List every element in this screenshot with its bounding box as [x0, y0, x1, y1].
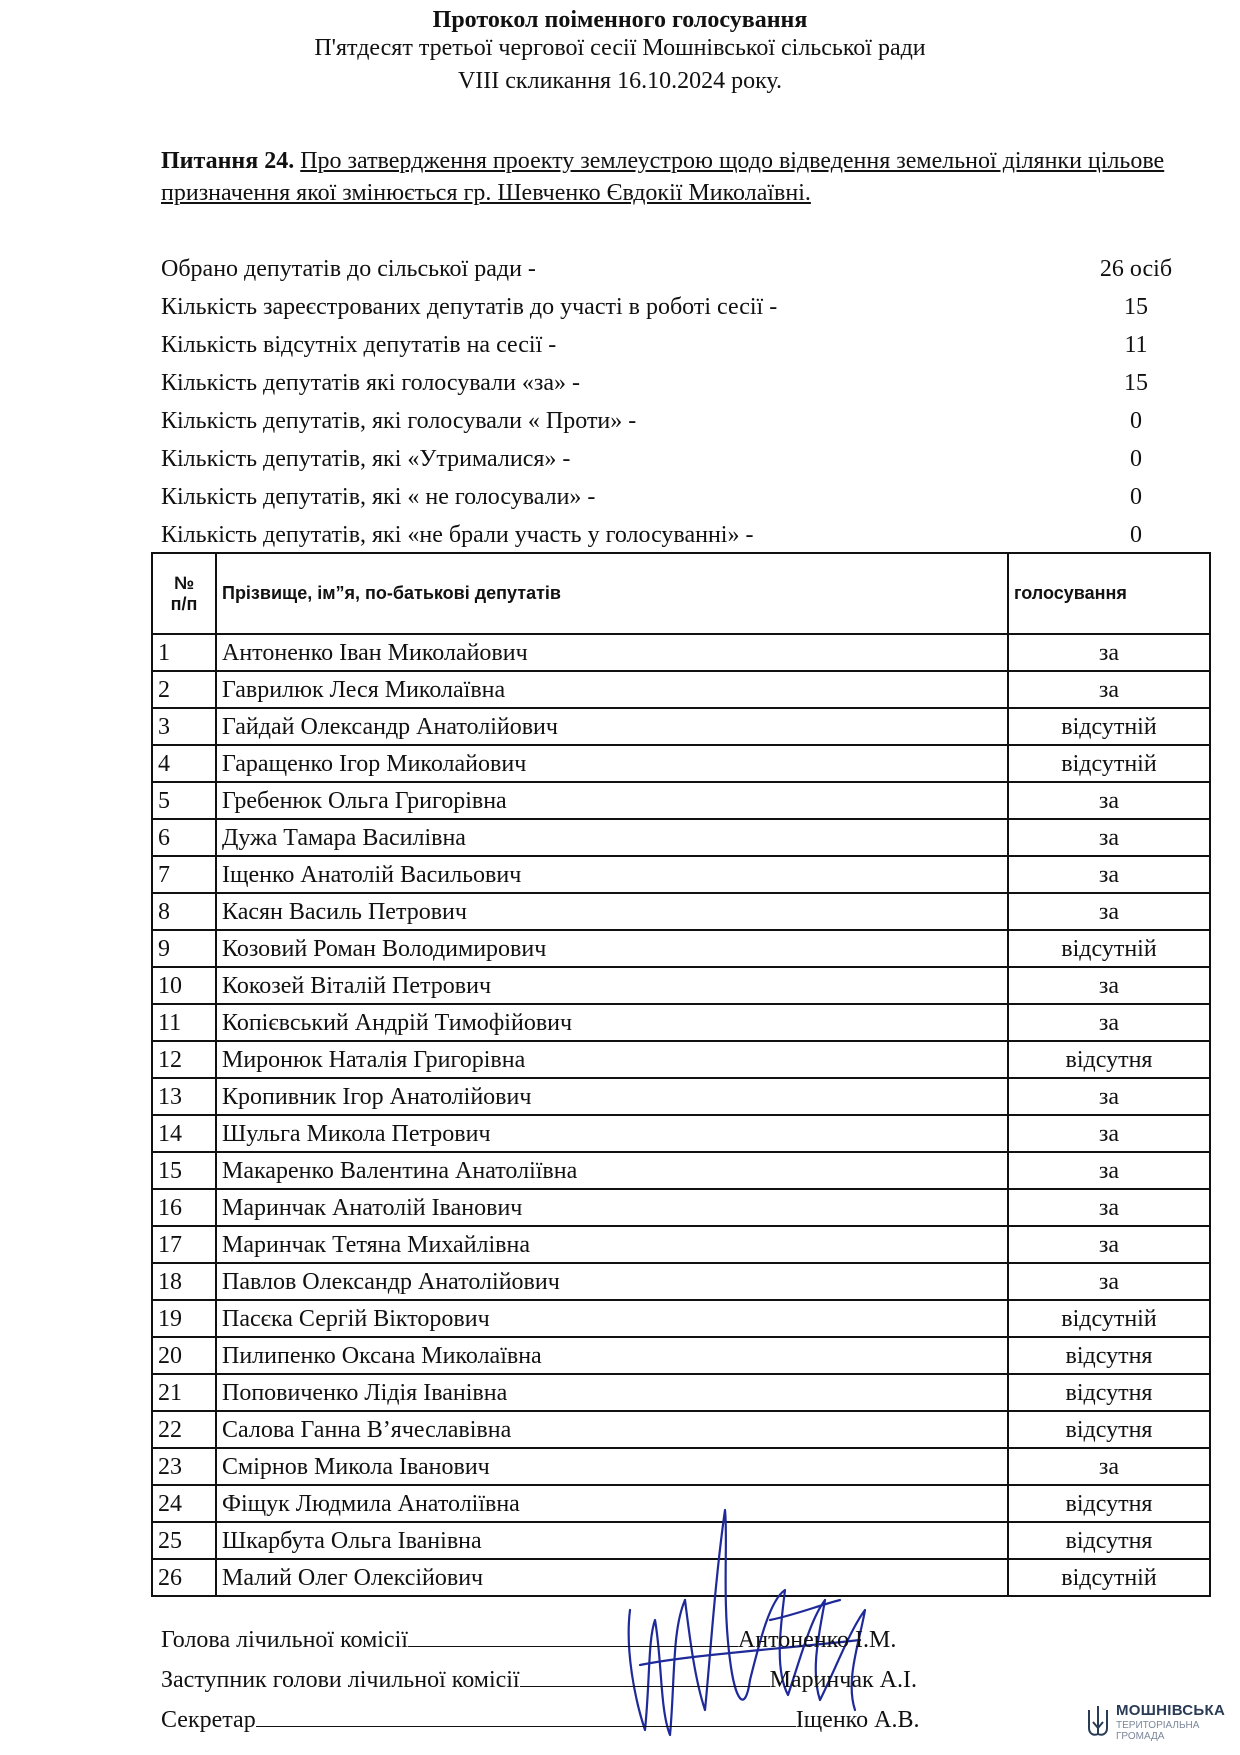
row-number: 24 — [152, 1485, 216, 1522]
stat-label: Кількість депутатів, які « не голосували» - — [161, 484, 596, 510]
document-title: Протокол поіменного голосування — [432, 8, 808, 32]
stat-label: Кількість депутатів, які «Утрималися» - — [161, 446, 571, 472]
table-row — [152, 782, 1210, 819]
table-row — [152, 967, 1210, 1004]
row-number: 20 — [152, 1337, 216, 1374]
row-number: 8 — [152, 893, 216, 930]
row-number: 2 — [152, 671, 216, 708]
signature-row — [161, 1618, 1111, 1658]
row-number: 18 — [152, 1263, 216, 1300]
deputy-name: Кокозей Віталій Петрович — [216, 967, 1008, 1004]
table-row — [152, 745, 1210, 782]
row-number: 1 — [152, 634, 216, 671]
vote-result: за — [1008, 819, 1210, 856]
stat-row — [161, 250, 1173, 288]
signature-name: Іщенко А.В. — [795, 1707, 920, 1733]
row-number: 25 — [152, 1522, 216, 1559]
deputy-name: Копієвський Андрій Тимофійович — [216, 1004, 1008, 1041]
deputy-name: Маринчак Тетяна Михайлівна — [216, 1226, 1008, 1263]
header-name: Прізвище, ім”я, по-батькові депутатів — [216, 553, 1008, 634]
stat-row — [161, 326, 1151, 364]
signature-role: Голова лічильної комісії — [161, 1627, 408, 1653]
deputy-name: Дужа Тамара Василівна — [216, 819, 1008, 856]
deputy-name: Макаренко Валентина Анатоліївна — [216, 1152, 1008, 1189]
stat-value: 0 — [1130, 484, 1142, 510]
table-row — [152, 708, 1210, 745]
deputy-name: Гайдай Олександр Анатолійович — [216, 708, 1008, 745]
deputy-name: Козовий Роман Володимирович — [216, 930, 1008, 967]
stat-label: Кількість зареєстрованих депутатів до участі в роботі сесії - — [161, 294, 778, 320]
deputy-name: Касян Василь Петрович — [216, 893, 1008, 930]
table-row — [152, 1041, 1210, 1078]
question-label: Питання 24 — [161, 148, 289, 174]
table-row — [152, 1152, 1210, 1189]
stat-row — [161, 402, 1151, 440]
stat-value: 0 — [1130, 408, 1142, 434]
question-text: Про затвердження проекту землеустрою щодо відведення земельної ділянки цільове призначення якої змінюється гр. Шевченко Євдокії Миколаївні. — [161, 148, 1165, 206]
table-row — [152, 819, 1210, 856]
signature-line — [408, 1618, 738, 1647]
table-row — [152, 1226, 1210, 1263]
vote-result: відсутній — [1008, 1559, 1210, 1596]
deputy-name: Поповиченко Лідія Іванівна — [216, 1374, 1008, 1411]
roll-call-table — [151, 552, 1211, 1597]
stat-value: 0 — [1130, 522, 1142, 548]
signature-role: Заступник голови лічильної комісії — [161, 1667, 520, 1693]
vote-result: за — [1008, 1152, 1210, 1189]
row-number: 21 — [152, 1374, 216, 1411]
header-number: № п/п — [152, 553, 216, 634]
deputy-name: Іщенко Анатолій Васильович — [216, 856, 1008, 893]
row-number: 3 — [152, 708, 216, 745]
deputy-name: Миронюк Наталія Григорівна — [216, 1041, 1008, 1078]
vote-result: за — [1008, 856, 1210, 893]
row-number: 4 — [152, 745, 216, 782]
vote-result: відсутній — [1008, 708, 1210, 745]
signature-row — [161, 1658, 1111, 1698]
vote-result: відсутній — [1008, 1300, 1210, 1337]
deputy-name: Антоненко Іван Миколайович — [216, 634, 1008, 671]
vote-result: відсутня — [1008, 1337, 1210, 1374]
convocation-date-line: VIII скликання 16.10.2024 року. — [457, 68, 783, 94]
row-number: 26 — [152, 1559, 216, 1596]
deputy-name: Гаврилюк Леся Миколаївна — [216, 671, 1008, 708]
vote-result: відсутня — [1008, 1374, 1210, 1411]
table-row — [152, 930, 1210, 967]
deputy-name: Смірнов Микола Іванович — [216, 1448, 1008, 1485]
table-row — [152, 671, 1210, 708]
row-number: 16 — [152, 1189, 216, 1226]
row-number: 5 — [152, 782, 216, 819]
row-number: 13 — [152, 1078, 216, 1115]
deputy-name: Гаращенко Ігор Миколайович — [216, 745, 1008, 782]
header-vote: голосування — [1008, 553, 1210, 634]
agenda-question: Питання 24. Про затвердження проекту землеустрою щодо відведення земельної ділянки цільове призначення якої змінюється гр. Шевченко Євдокії Миколаївні. — [161, 148, 1165, 206]
vote-result: відсутня — [1008, 1522, 1210, 1559]
stat-row — [161, 288, 1151, 326]
table-row — [152, 1337, 1210, 1374]
stat-label: Кількість відсутніх депутатів на сесії - — [161, 332, 557, 358]
table-row — [152, 1263, 1210, 1300]
table-row — [152, 1078, 1210, 1115]
signature-name: Антоненко І.М. — [737, 1627, 897, 1653]
row-number: 22 — [152, 1411, 216, 1448]
stat-value: 15 — [1124, 370, 1148, 396]
vote-result: за — [1008, 967, 1210, 1004]
vote-statistics — [161, 250, 1173, 554]
table-row — [152, 1411, 1210, 1448]
row-number: 14 — [152, 1115, 216, 1152]
stat-value: 15 — [1124, 294, 1148, 320]
vote-result: за — [1008, 1078, 1210, 1115]
vote-result: відсутній — [1008, 745, 1210, 782]
stat-label: Кількість депутатів які голосували «за» - — [161, 370, 581, 396]
stat-row — [161, 440, 1151, 478]
deputy-name: Маринчак Анатолій Іванович — [216, 1189, 1008, 1226]
row-number: 7 — [152, 856, 216, 893]
signature-block — [161, 1618, 1111, 1738]
table-row — [152, 893, 1210, 930]
vote-result: за — [1008, 782, 1210, 819]
row-number: 11 — [152, 1004, 216, 1041]
deputy-name: Салова Ганна В’ячеславівна — [216, 1411, 1008, 1448]
vote-result: за — [1008, 634, 1210, 671]
deputy-name: Шкарбута Ольга Іванівна — [216, 1522, 1008, 1559]
signature-role: Секретар — [161, 1707, 256, 1733]
vote-result: за — [1008, 1004, 1210, 1041]
vote-result: за — [1008, 1226, 1210, 1263]
stat-label: Обрано депутатів до сільської ради - — [161, 256, 536, 282]
row-number: 9 — [152, 930, 216, 967]
table-row — [152, 856, 1210, 893]
signature-line — [256, 1698, 796, 1727]
stat-label: Кількість депутатів, які «не брали участь у голосуванні» - — [161, 522, 754, 548]
signature-name: Маринчак А.І. — [769, 1667, 917, 1693]
vote-result: відсутня — [1008, 1411, 1210, 1448]
logo-subtitle: ТЕРИТОРІАЛЬНА ГРОМАДА — [1116, 1720, 1200, 1742]
vote-result: за — [1008, 1263, 1210, 1300]
row-number: 12 — [152, 1041, 216, 1078]
deputy-name: Шульга Микола Петрович — [216, 1115, 1008, 1152]
vote-result: за — [1008, 1448, 1210, 1485]
stat-label: Кількість депутатів, які голосували « Проти» - — [161, 408, 637, 434]
row-number: 6 — [152, 819, 216, 856]
deputy-name: Пасєка Сергій Вікторович — [216, 1300, 1008, 1337]
table-row — [152, 1300, 1210, 1337]
logo-title: МОШНІВСЬКА — [1116, 1702, 1226, 1719]
row-number: 23 — [152, 1448, 216, 1485]
document-header — [0, 8, 1240, 98]
deputy-name: Гребенюк Ольга Григорівна — [216, 782, 1008, 819]
table-row — [152, 1189, 1210, 1226]
deputy-name: Пилипенко Оксана Миколаївна — [216, 1337, 1008, 1374]
table-row — [152, 1374, 1210, 1411]
deputy-name: Малий Олег Олексійович — [216, 1559, 1008, 1596]
vote-result: відсутній — [1008, 930, 1210, 967]
row-number: 15 — [152, 1152, 216, 1189]
signature-row — [161, 1698, 1111, 1738]
row-number: 17 — [152, 1226, 216, 1263]
vote-result: відсутня — [1008, 1041, 1210, 1078]
vote-result: відсутня — [1008, 1485, 1210, 1522]
deputy-name: Фіщук Людмила Анатоліївна — [216, 1485, 1008, 1522]
stat-row — [161, 364, 1151, 402]
table-header-row — [152, 553, 1210, 634]
vote-result: за — [1008, 1189, 1210, 1226]
table-row — [152, 634, 1210, 671]
signature-line — [520, 1658, 770, 1687]
vote-result: за — [1008, 671, 1210, 708]
table-row — [152, 1115, 1210, 1152]
community-logo — [1086, 1702, 1226, 1746]
deputy-name: Павлов Олександр Анатолійович — [216, 1263, 1008, 1300]
trident-icon — [1086, 1704, 1110, 1740]
row-number: 19 — [152, 1300, 216, 1337]
table-row — [152, 1004, 1210, 1041]
vote-result: за — [1008, 1115, 1210, 1152]
stat-value: 26 осіб — [1099, 256, 1173, 282]
vote-result: за — [1008, 893, 1210, 930]
session-line: П'ятдесят третьої чергової сесії Мошнівської сільської ради — [314, 35, 926, 61]
stat-value: 0 — [1130, 446, 1142, 472]
deputy-name: Кропивник Ігор Анатолійович — [216, 1078, 1008, 1115]
stat-row — [161, 478, 1151, 516]
stat-value: 11 — [1124, 332, 1148, 358]
row-number: 10 — [152, 967, 216, 1004]
stat-row — [161, 516, 1151, 554]
